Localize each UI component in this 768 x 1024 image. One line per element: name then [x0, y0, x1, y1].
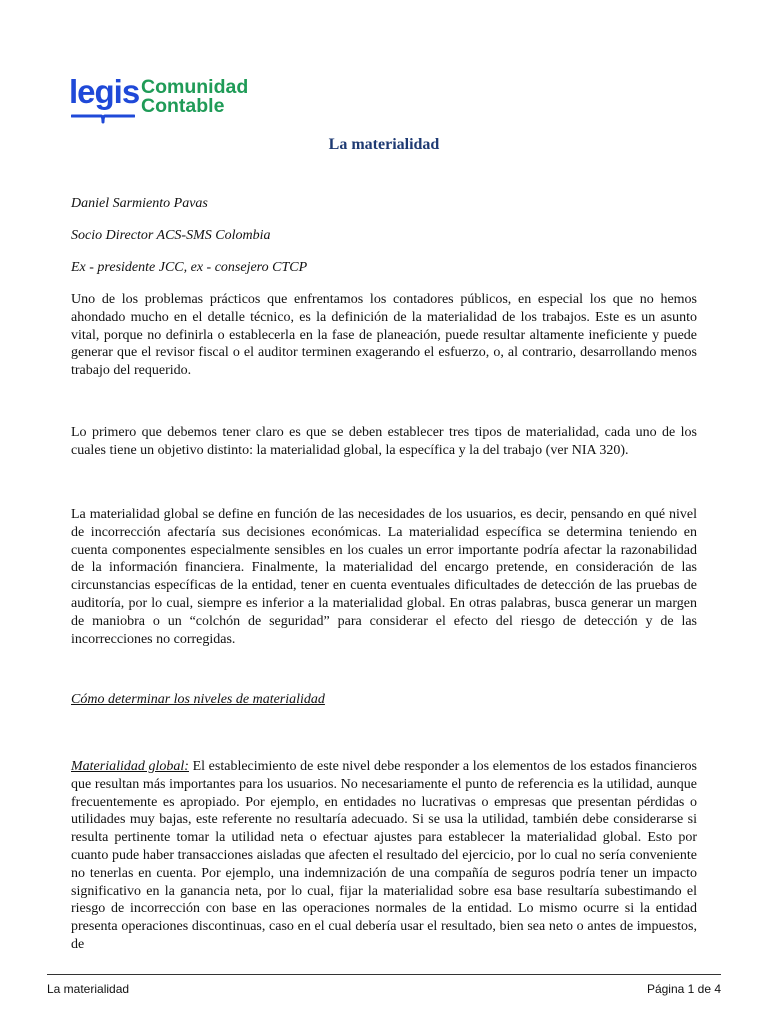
author-name: Daniel Sarmiento Pavas [71, 196, 208, 211]
author-role: Socio Director ACS-SMS Colombia [71, 228, 271, 243]
paragraph-intro: Uno de los problemas prácticos que enfrentamos los contadores públicos, en especial los que no hemos ahondado mucho en el detalle técnico, es la definición de la materialidad de los trabajos. Este es un asunto vital, porque no definirla o establecerla en la fase de planeación, puede resultar altamente ineficiente y puede generar que el revisor fiscal o el auditor terminen exagerando el esfuerzo, o, al contrario, desarrollando menos trabajo del requerido. [71, 292, 697, 379]
logo-line1: Comunidad [141, 76, 249, 98]
document-title: La materialidad [328, 136, 440, 153]
paragraph-global-materiality [71, 758, 697, 954]
global-text: El establecimiento de este nivel debe responder a los elementos de los estados financieros que resultan más importantes para los usuarios. No necesariamente el punto de referencia es la utilidad, aunque frecuentemente es apropiado. Por ejemplo, en entidades no lucrativas o empresas que presentan pérdidas o utilidades muy bajas, este referente no resultaría adecuado. Si se usa la utilidad, también debe considerarse si resulta pertinente tomar la utilidad neta o efectuar ajustes para establecer la materialidad global. Esto por cuanto pude haber transacciones aisladas que afecten el resultado del ejercicio, por lo cual no sería conveniente no tenerlas en cuenta. Por ejemplo, una indemnización de una compañía de seguros podría tener un impacto significativo en la ganancia neta, por lo cual, fijar la materialidad sobre esa base resultaría subestimando el riesgo de incorrección con base en las operaciones normales de la entidad. Lo mismo ocurre si la entidad presenta operaciones discontinuas, caso en el cual debería usar el resultado, bien sea neto o antes de impuestos, de [71, 759, 698, 952]
footer-page-number: Página 1 de 4 [646, 982, 721, 996]
paragraph-types: Lo primero que debemos tener claro es que se deben establecer tres tipos de materialidad, cada uno de los cuales tiene un objetivo distinto: la materialidad global, la específica y la del trabajo (ver NIA 320). [71, 425, 697, 458]
paragraph-global-definition: La materialidad global se define en función de las necesidades de los usuarios, es decir, pensando en qué nivel de incorrección afectaría sus decisiones económicas. La materialidad específica se determina teniendo en cuenta componentes especialmente sensibles en los cuales un error importante podría afectar la razonabilidad de la información financiera. Finalmente, la materialidad del encargo pretende, en consideración de las circunstancias específicas de la entidad, tener en cuenta eventuales dificultades de detección de las pruebas de auditoría, por lo cual, siempre es inferior a la materialidad global. En otras palabras, busca generar un margen de maniobra o un “colchón de seguridad” para considerar el efecto del riesgo de detección y de las incorrecciones no corregidas. [71, 507, 697, 647]
author-extra: Ex - presidente JCC, ex - consejero CTCP [71, 260, 308, 275]
global-lead: Materialidad global: [71, 759, 189, 774]
logo-comunidad-contable [141, 78, 291, 115]
logo-book-icon [71, 114, 135, 124]
logo-line2: Contable [141, 94, 225, 117]
section-subheading: Cómo determinar los niveles de materialidad [71, 692, 325, 707]
logo-legis-wordmark: legis [69, 73, 140, 110]
footer-divider [47, 974, 721, 975]
footer-title: La materialidad [47, 982, 130, 996]
